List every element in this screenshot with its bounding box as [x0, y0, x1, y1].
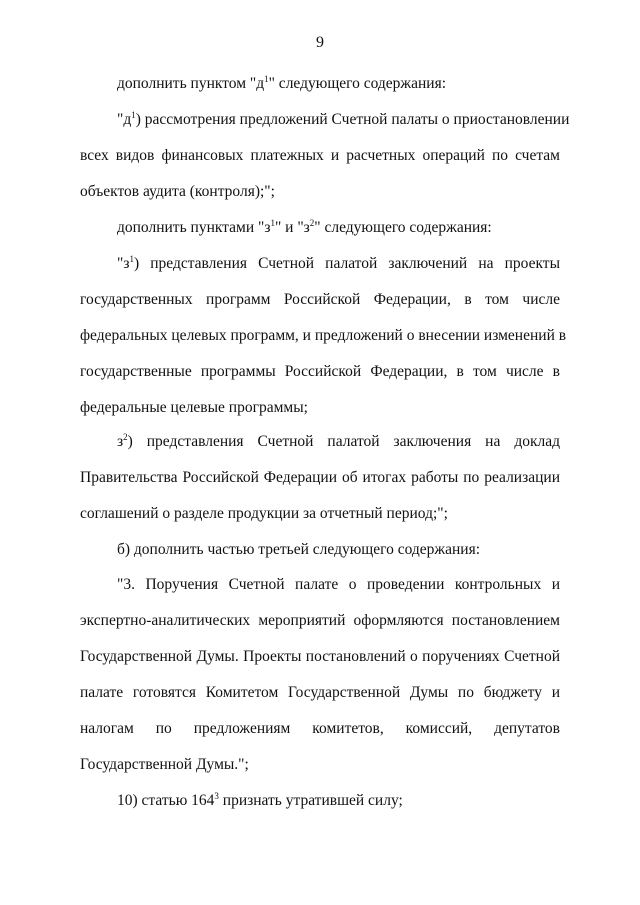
text-segment: федеральных целевых программ, и предложений о внесении изменений в: [80, 327, 567, 344]
text-segment: налогам по предложениям комитетов, комиссий, депутатов: [80, 720, 560, 737]
text-line: [80, 398, 560, 418]
text-segment: з: [117, 433, 124, 450]
text-segment: дополнить пунктом "д: [117, 75, 265, 92]
superscript: 1: [131, 110, 136, 120]
superscript: 2: [309, 218, 315, 228]
text-line: [80, 504, 560, 524]
text-segment: федеральные целевые программы;: [80, 399, 308, 416]
text-segment: Государственной Думы. Проекты постановлений о поручениях Счетной: [80, 648, 560, 665]
superscript: 2: [123, 432, 128, 442]
superscript: 1: [270, 218, 275, 228]
text-line: [80, 647, 560, 667]
text-segment: ) представления Счетной палатой заключения на доклад: [127, 433, 560, 450]
text-segment: б) дополнить частью третьей следующего содержания:: [117, 541, 481, 558]
text-segment: ) представления Счетной палатой заключений на проекты: [133, 255, 560, 272]
superscript: 1: [264, 74, 269, 84]
text-segment: палате готовятся Комитетом Государственной Думы по бюджету и: [80, 684, 560, 701]
text-line: [117, 432, 560, 452]
superscript: 3: [214, 791, 219, 801]
text-line: [117, 218, 560, 238]
text-segment: Правительства Российской Федерации об итогах работы по реализации: [80, 469, 560, 486]
text-segment: экспертно-аналитических мероприятий оформляются постановлением: [80, 612, 560, 629]
text-line: [80, 683, 560, 703]
text-segment: "з: [117, 255, 130, 272]
text-line: [117, 74, 560, 94]
text-line: [117, 791, 560, 811]
text-segment: 10) статью 164: [117, 792, 215, 809]
text-segment: соглашений о разделе продукции за отчетный период;";: [80, 505, 448, 522]
superscript: 1: [129, 254, 134, 264]
text-segment: всех видов финансовых платежных и расчетных операций по счетам: [80, 147, 560, 164]
text-line: [80, 611, 560, 631]
text-segment: объектов аудита (контроля);";: [80, 183, 275, 200]
text-line: [80, 755, 560, 775]
text-segment: государственных программ Российской Федерации, в том числе: [80, 291, 560, 308]
text-line: [80, 290, 560, 310]
text-line: [80, 146, 560, 166]
text-segment: дополнить пунктами "з: [117, 219, 271, 236]
text-segment: государственные программы Российской Федерации, в том числе в: [80, 363, 560, 380]
text-line: [80, 182, 560, 202]
text-segment: ) рассмотрения предложений Счетной палаты о приостановлении: [135, 111, 570, 128]
text-line: [117, 540, 560, 560]
text-segment: Государственной Думы.";: [80, 756, 249, 773]
text-line: [80, 468, 560, 488]
text-segment: "д: [117, 111, 132, 128]
text-line: [80, 719, 560, 739]
text-line: [80, 326, 567, 346]
text-line: [117, 575, 560, 595]
text-line: [117, 254, 560, 274]
text-segment: признать утратившей силу;: [218, 792, 403, 809]
text-line: [80, 362, 560, 382]
text-segment: " и "з: [274, 219, 310, 236]
text-segment: " следующего содержания:: [268, 75, 447, 92]
text-line: [117, 110, 570, 130]
page-number: 9: [316, 34, 324, 51]
text-segment: "3. Поручения Счетной палате о проведении контрольных и: [117, 576, 560, 593]
text-segment: " следующего содержания:: [314, 219, 492, 236]
